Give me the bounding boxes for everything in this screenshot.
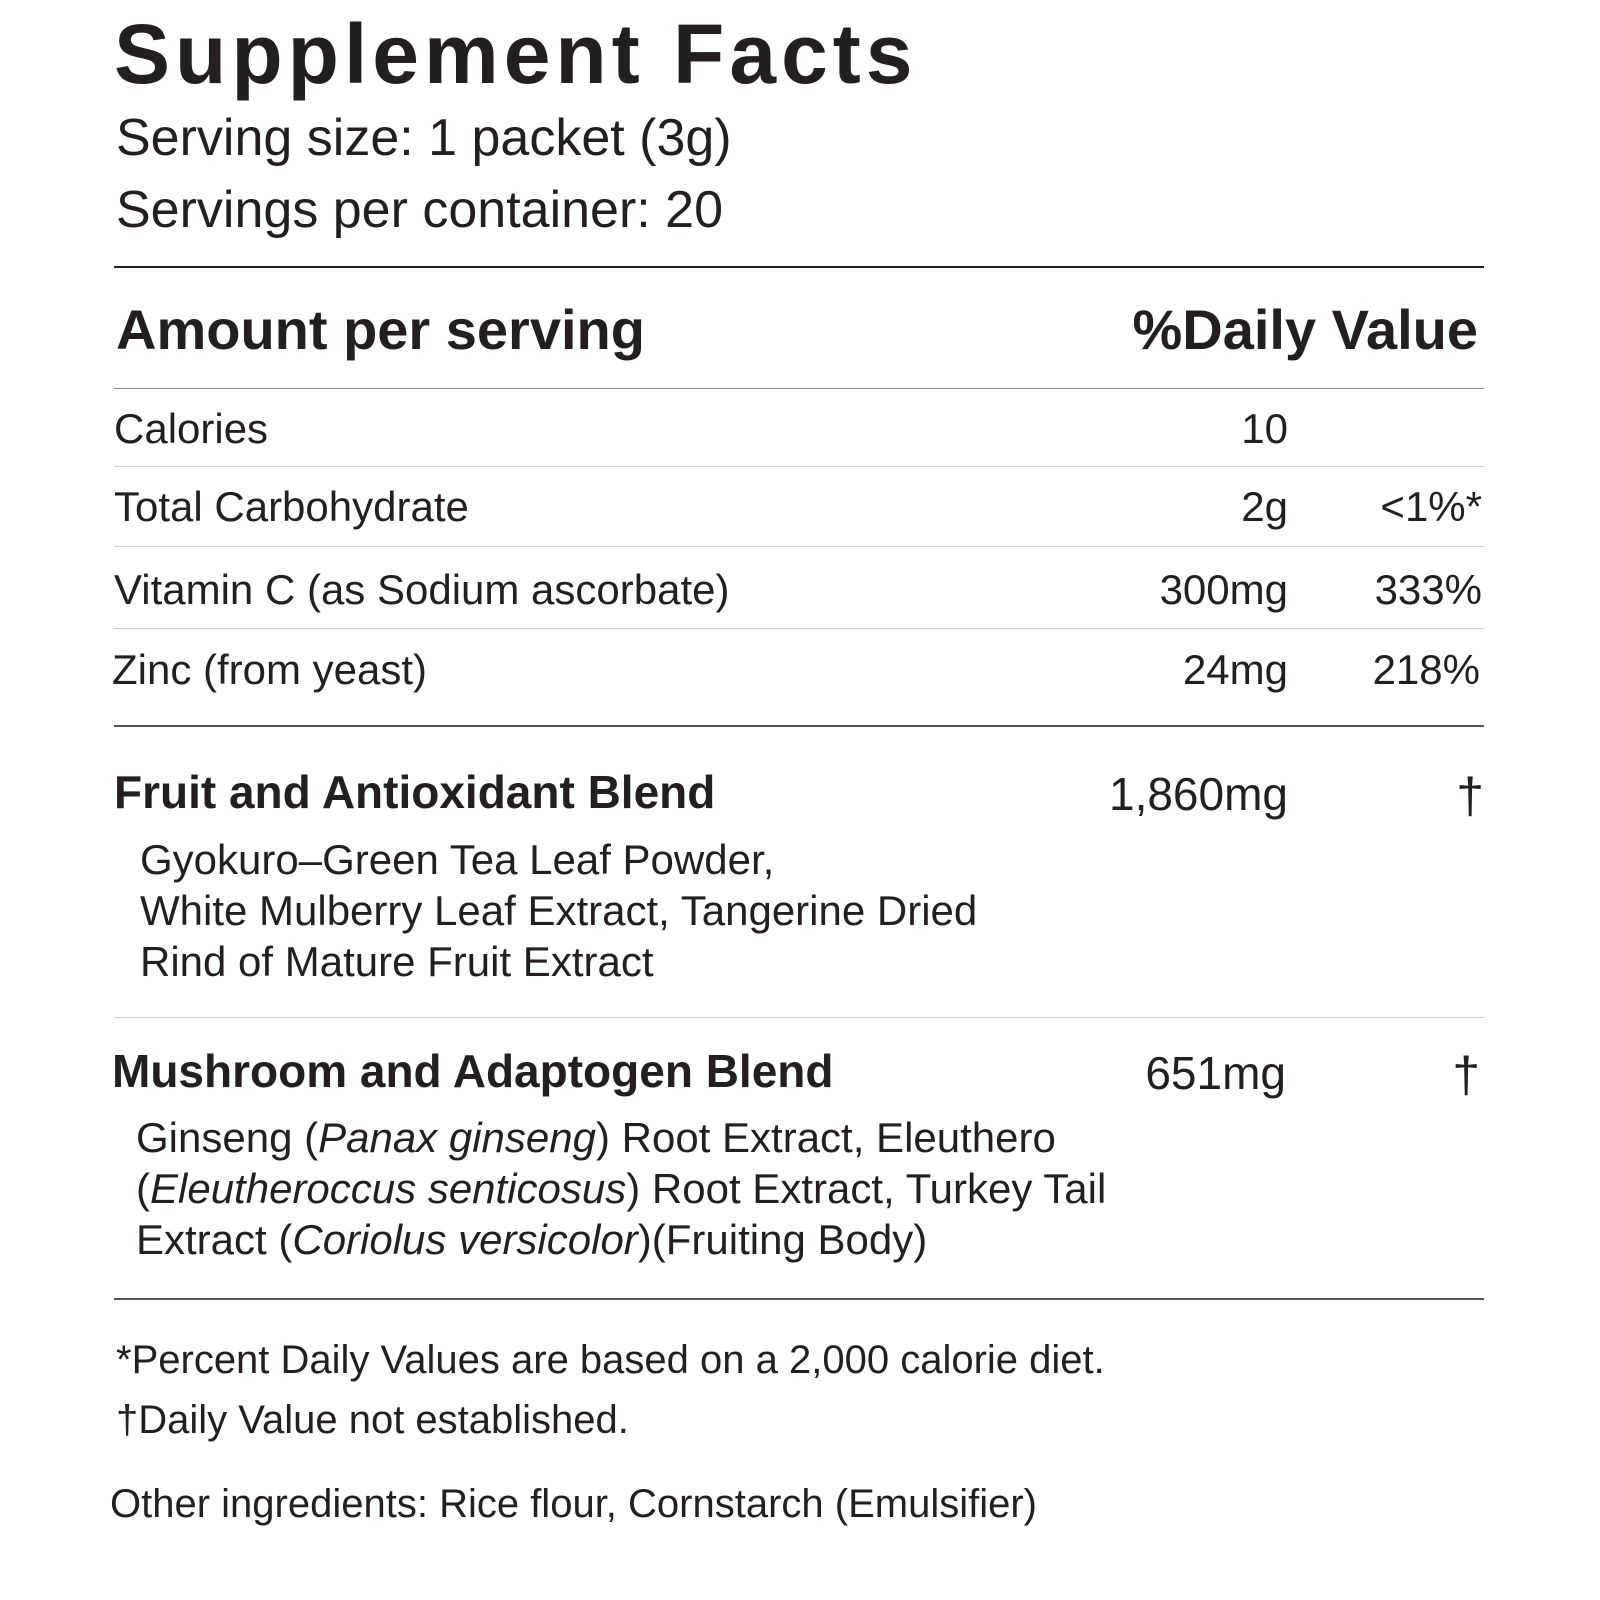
blend-amount: 1,860mg (1108, 768, 1288, 820)
nutrient-amount: 24mg (1182, 646, 1288, 693)
blend-ingredients (140, 834, 1140, 987)
blend-name: Fruit and Antioxidant Blend (114, 766, 716, 818)
ingredient-line: White Mulberry Leaf Extract, Tangerine Dried (140, 887, 978, 934)
servings-per-container: Servings per container: 20 (116, 181, 724, 239)
nutrient-amount: 10 (1241, 405, 1288, 452)
divider (114, 466, 1484, 467)
divider (114, 1298, 1484, 1300)
latin-name: Eleutheroccus senticosus (150, 1165, 627, 1212)
nutrient-dv: 218% (1372, 646, 1480, 693)
label-title: Supplement Facts (114, 7, 918, 101)
nutrient-amount: 300mg (1159, 566, 1288, 613)
nutrient-amount: 2g (1241, 483, 1288, 530)
serving-size: Serving size: 1 packet (3g) (116, 109, 732, 167)
nutrient-name: Zinc (from yeast) (112, 646, 428, 693)
divider (114, 725, 1484, 727)
divider (114, 628, 1484, 629)
latin-name: Coriolus versicolor (292, 1216, 638, 1263)
latin-name: Panax ginseng (318, 1114, 596, 1161)
divider (114, 1017, 1484, 1018)
divider (114, 266, 1484, 268)
nutrient-dv: <1%* (1380, 483, 1482, 530)
nutrient-name: Calories (114, 405, 269, 452)
blend-name: Mushroom and Adaptogen Blend (112, 1045, 834, 1097)
ingredient-line: Rind of Mature Fruit Extract (140, 938, 654, 985)
divider (114, 388, 1484, 389)
nutrient-name: Vitamin C (as Sodium ascorbate) (114, 566, 730, 613)
ingredient-line: (Eleutheroccus senticosus) Root Extract, Turkey Tail (136, 1165, 1107, 1212)
footnote-dagger: †Daily Value not established. (116, 1398, 629, 1442)
ingredient-line: Gyokuro–Green Tea Leaf Powder, (140, 836, 775, 883)
nutrient-name: Total Carbohydrate (114, 483, 469, 530)
blend-dv: † (1456, 768, 1484, 824)
divider (114, 546, 1484, 547)
daily-value-header: %Daily Value (1132, 298, 1478, 361)
ingredient-line: Ginseng (Panax ginseng) Root Extract, Eleuthero (136, 1114, 1056, 1161)
nutrient-dv: 333% (1374, 566, 1482, 613)
other-ingredients: Other ingredients: Rice flour, Cornstarch (Emulsifier) (110, 1482, 1037, 1526)
footnote-percent-dv: *Percent Daily Values are based on a 2,000 calorie diet. (116, 1338, 1105, 1382)
ingredient-line: Extract (Coriolus versicolor)(Fruiting Body) (136, 1216, 928, 1263)
blend-ingredients (136, 1112, 1186, 1265)
blend-dv: † (1452, 1047, 1480, 1103)
blend-amount: 651mg (1145, 1047, 1286, 1099)
amount-per-serving-header: Amount per serving (116, 298, 645, 361)
